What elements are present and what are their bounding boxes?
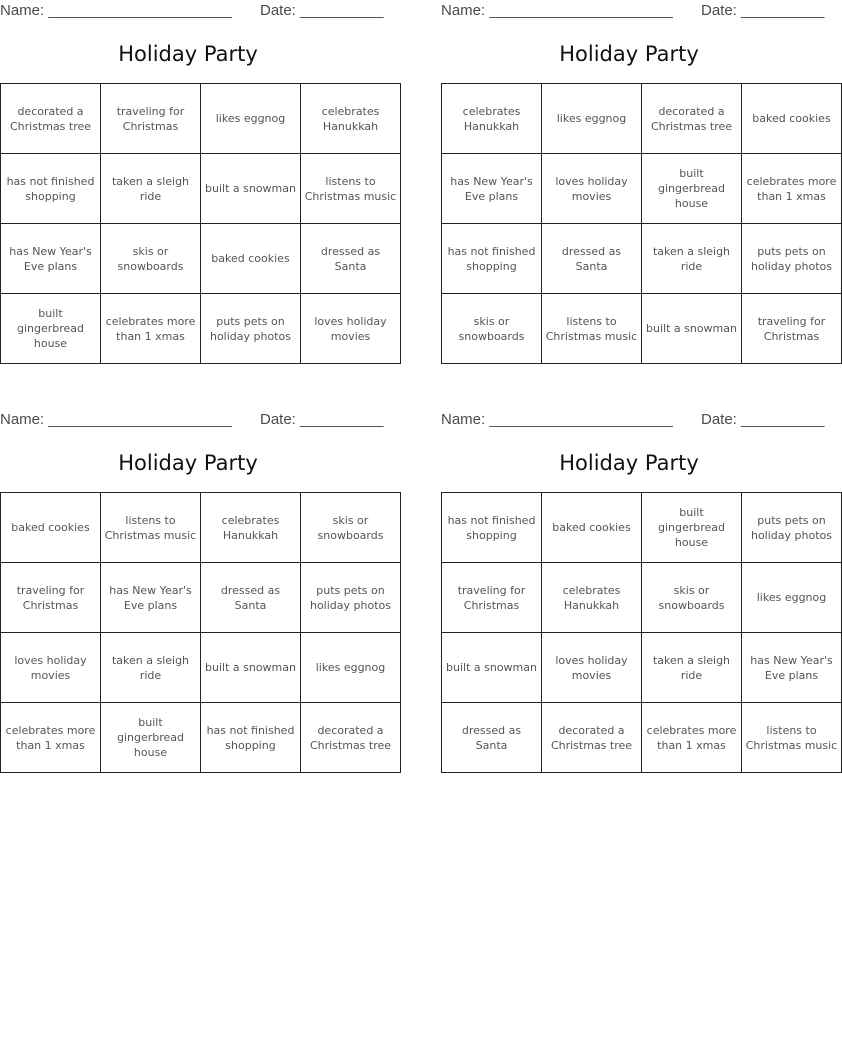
grid-cell: built gingerbread house <box>1 294 101 364</box>
grid-row <box>442 703 842 773</box>
grid-row <box>442 294 842 364</box>
grid-cell: dressed as Santa <box>442 703 542 773</box>
grid-cell: has New Year's Eve plans <box>1 224 101 294</box>
name-field-label: Name: ______________________ <box>0 411 232 428</box>
grid-cell: loves holiday movies <box>542 154 642 224</box>
grid-cell: skis or snowboards <box>301 493 401 563</box>
grid-cell: has not finished shopping <box>442 493 542 563</box>
grid-cell: likes eggnog <box>542 84 642 154</box>
grid-cell: puts pets on holiday photos <box>201 294 301 364</box>
card-title: Holiday Party <box>118 451 258 475</box>
grid-cell: celebrates more than 1 xmas <box>101 294 201 364</box>
bingo-grid <box>441 83 842 364</box>
date-field-label: Date: __________ <box>260 2 384 19</box>
grid-cell: skis or snowboards <box>442 294 542 364</box>
grid-row <box>442 563 842 633</box>
card-title: Holiday Party <box>559 42 699 66</box>
grid-cell: listens to Christmas music <box>542 294 642 364</box>
grid-cell: skis or snowboards <box>642 563 742 633</box>
grid-cell: celebrates Hanukkah <box>301 84 401 154</box>
grid-cell: built a snowman <box>442 633 542 703</box>
grid-row <box>442 633 842 703</box>
grid-cell: built gingerbread house <box>642 154 742 224</box>
grid-cell: listens to Christmas music <box>301 154 401 224</box>
bingo-card-2 <box>441 0 837 360</box>
grid-cell: traveling for Christmas <box>742 294 842 364</box>
grid-cell: taken a sleigh ride <box>642 633 742 703</box>
card-title: Holiday Party <box>118 42 258 66</box>
grid-cell: built a snowman <box>201 633 301 703</box>
grid-cell: listens to Christmas music <box>101 493 201 563</box>
date-field-label: Date: __________ <box>260 411 384 428</box>
grid-cell: built gingerbread house <box>642 493 742 563</box>
grid-cell: celebrates more than 1 xmas <box>1 703 101 773</box>
grid-row <box>1 493 401 563</box>
grid-cell: celebrates Hanukkah <box>201 493 301 563</box>
grid-row <box>1 703 401 773</box>
name-field-label: Name: ______________________ <box>0 2 232 19</box>
grid-cell: traveling for Christmas <box>442 563 542 633</box>
grid-row <box>1 154 401 224</box>
grid-cell: has New Year's Eve plans <box>742 633 842 703</box>
bingo-grid <box>0 83 401 364</box>
grid-cell: puts pets on holiday photos <box>301 563 401 633</box>
grid-cell: dressed as Santa <box>301 224 401 294</box>
grid-cell: puts pets on holiday photos <box>742 493 842 563</box>
bingo-grid <box>441 492 842 773</box>
grid-cell: built a snowman <box>201 154 301 224</box>
grid-cell: puts pets on holiday photos <box>742 224 842 294</box>
date-field-label: Date: __________ <box>701 2 825 19</box>
grid-cell: celebrates Hanukkah <box>542 563 642 633</box>
grid-cell: celebrates more than 1 xmas <box>642 703 742 773</box>
grid-cell: has New Year's Eve plans <box>442 154 542 224</box>
grid-row <box>442 224 842 294</box>
grid-cell: baked cookies <box>742 84 842 154</box>
grid-cell: decorated a Christmas tree <box>301 703 401 773</box>
grid-cell: traveling for Christmas <box>1 563 101 633</box>
grid-cell: baked cookies <box>542 493 642 563</box>
bingo-card-4 <box>441 409 838 769</box>
grid-cell: loves holiday movies <box>1 633 101 703</box>
grid-cell: likes eggnog <box>742 563 842 633</box>
grid-cell: taken a sleigh ride <box>101 633 201 703</box>
grid-cell: has not finished shopping <box>442 224 542 294</box>
bingo-card-3 <box>0 409 392 769</box>
grid-cell: taken a sleigh ride <box>101 154 201 224</box>
grid-cell: skis or snowboards <box>101 224 201 294</box>
grid-cell: likes eggnog <box>201 84 301 154</box>
bingo-grid <box>0 492 401 773</box>
grid-cell: decorated a Christmas tree <box>542 703 642 773</box>
grid-row <box>442 84 842 154</box>
grid-cell: has New Year's Eve plans <box>101 563 201 633</box>
card-header <box>441 409 825 431</box>
grid-cell: baked cookies <box>201 224 301 294</box>
grid-row <box>1 224 401 294</box>
grid-cell: has not finished shopping <box>201 703 301 773</box>
grid-cell: loves holiday movies <box>542 633 642 703</box>
card-title: Holiday Party <box>559 451 699 475</box>
grid-cell: traveling for Christmas <box>101 84 201 154</box>
grid-cell: celebrates Hanukkah <box>442 84 542 154</box>
grid-cell: dressed as Santa <box>542 224 642 294</box>
grid-cell: likes eggnog <box>301 633 401 703</box>
grid-row <box>1 294 401 364</box>
name-field-label: Name: ______________________ <box>441 411 673 428</box>
grid-cell: built a snowman <box>642 294 742 364</box>
grid-cell: listens to Christmas music <box>742 703 842 773</box>
grid-row <box>1 563 401 633</box>
card-header <box>441 0 825 22</box>
grid-cell: built gingerbread house <box>101 703 201 773</box>
grid-row <box>442 154 842 224</box>
grid-row <box>442 493 842 563</box>
bingo-card-1 <box>0 0 397 360</box>
grid-cell: taken a sleigh ride <box>642 224 742 294</box>
grid-row <box>1 633 401 703</box>
card-header <box>0 409 384 431</box>
grid-cell: decorated a Christmas tree <box>1 84 101 154</box>
card-header <box>0 0 384 22</box>
grid-cell: has not finished shopping <box>1 154 101 224</box>
date-field-label: Date: __________ <box>701 411 825 428</box>
grid-cell: baked cookies <box>1 493 101 563</box>
grid-cell: dressed as Santa <box>201 563 301 633</box>
grid-row <box>1 84 401 154</box>
grid-cell: loves holiday movies <box>301 294 401 364</box>
grid-cell: decorated a Christmas tree <box>642 84 742 154</box>
name-field-label: Name: ______________________ <box>441 2 673 19</box>
grid-cell: celebrates more than 1 xmas <box>742 154 842 224</box>
